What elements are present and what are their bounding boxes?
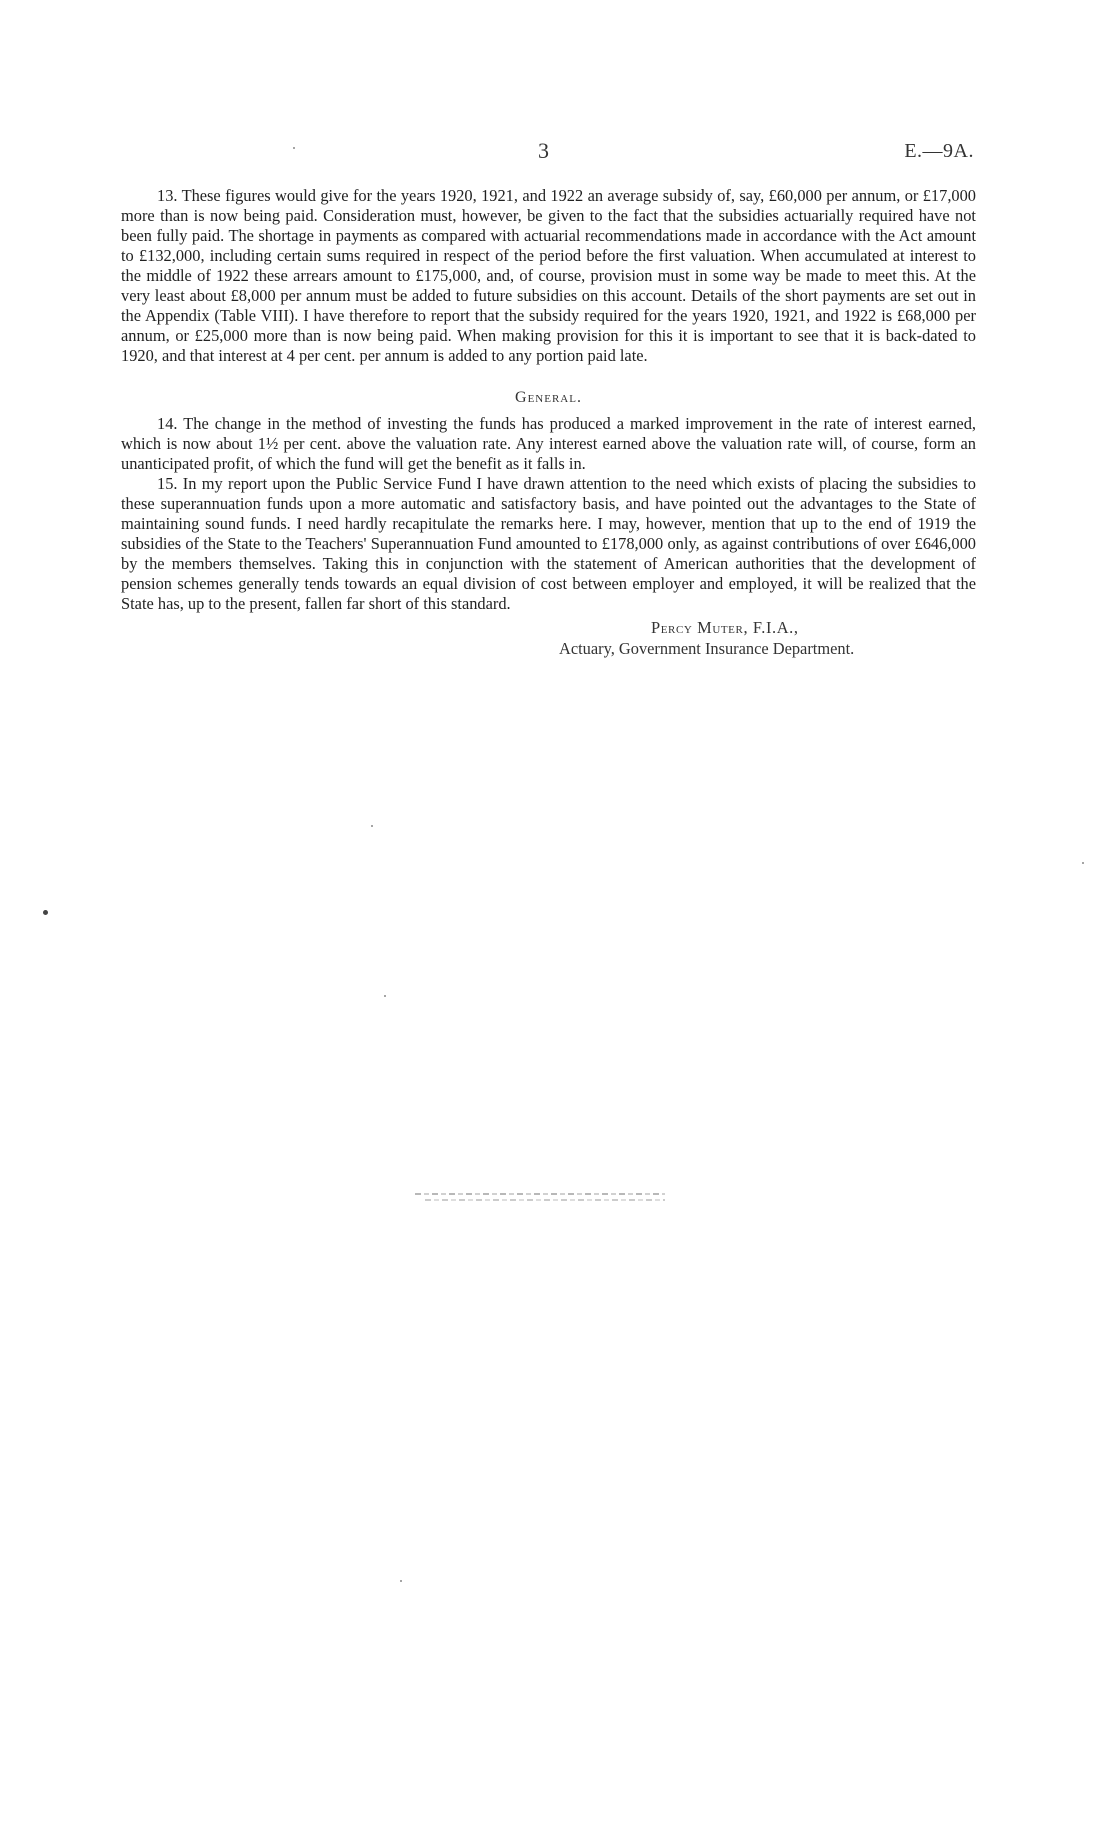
scan-speck — [400, 1580, 402, 1582]
paragraph-14: 14. The change in the method of investing the funds has produced a marked improvement in the rate of interest earned, which is now about 1½ per cent. above the valuation rate. Any interest earned above the valuation rate will, of course, form an unanticipated profit, of which the fund will get the benefit as it falls in. — [121, 414, 976, 473]
document-reference-suffix: A. — [953, 140, 974, 162]
scan-speck — [371, 825, 373, 827]
paragraph-13: 13. These figures would give for the years 1920, 1921, and 1922 an average subsidy of, say, £60,000 per annum, or £17,000 more than is now being paid. Consideration must, however, be given to the fact that the subsidies actuarially required have not been fully paid. The shortage in payments as compared with actuarial recommendations made in accordance with the Act amount to £132,000, including certain sums required in respect of the period before the first valuation. When accumulated at interest to the middle of 1922 these arrears amount to £175,000, and, of course, provision must in some way be made to meet this. At the very least about £8,000 per annum must be added to future subsidies on this account. Details of the short payments are set out in the Appendix (Table VIII). I have therefore to report that the subsidy required for the years 1920, 1921, and 1922 is £68,000 per annum, or £25,000 more than is now being paid. When making provision for this it is important to see that it is back-dated to 1920, and that interest at 4 per cent. per annum is added to any portion paid late. — [121, 186, 976, 365]
document-reference — [904, 140, 974, 163]
signatory-name: Percy Muter, F.I.A., — [651, 618, 799, 637]
signature-block — [121, 618, 976, 662]
section-heading: General. — [515, 389, 582, 406]
scan-speck — [293, 147, 295, 149]
signatory-title: Actuary, Government Insurance Department. — [559, 639, 855, 658]
page-header — [0, 138, 1114, 168]
page-number: 3 — [538, 138, 549, 163]
scan-speck — [1082, 862, 1084, 864]
scan-speck — [384, 995, 386, 997]
document-reference-main: E.—9 — [904, 140, 954, 162]
scan-artifact-line — [425, 1199, 665, 1201]
scan-artifact-line — [415, 1193, 665, 1195]
paragraph-15: 15. In my report upon the Public Service Fund I have drawn attention to the need which exists of placing the subsidies to these superannuation funds upon a more automatic and satisfactory basis, and have pointed out the advantages to the State of maintaining sound funds. I need hardly recapitulate the remarks here. I may, however, mention that up to the end of 1919 the subsidies of the State to the Teachers' Superannuation Fund amounted to £178,000 only, as against contributions of over £646,000 by the members themselves. Taking this in conjunction with the statement of American authorities that the development of pension schemes generally tends towards an equal division of cost between employer and employed, it will be realized that the State has, up to the present, fallen far short of this standard. — [121, 474, 976, 613]
document-body — [121, 186, 976, 662]
scan-speck — [43, 910, 48, 915]
